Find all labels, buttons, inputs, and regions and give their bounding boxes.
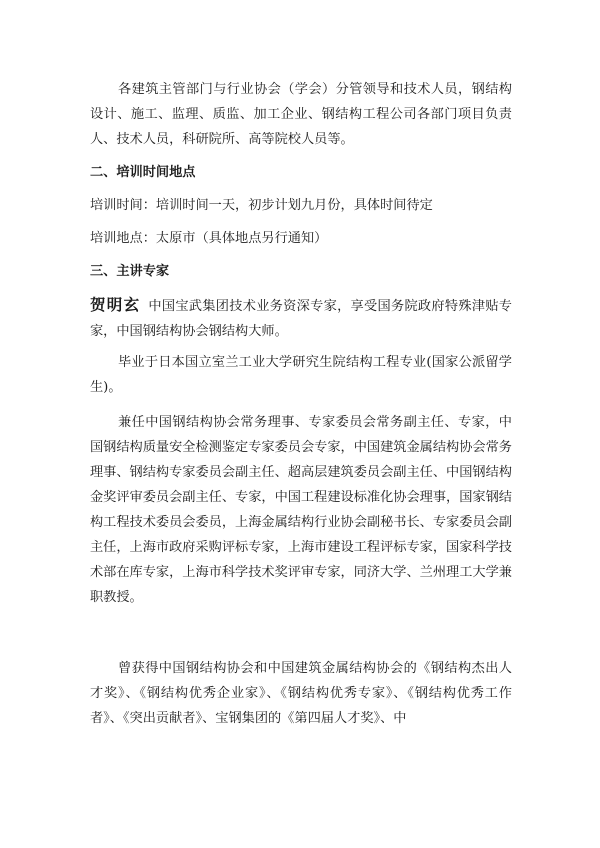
awards-paragraph: 曾获得中国钢结构协会和中国建筑金属结构协会的《钢结构杰出人才奖》、《钢结构优秀企业家》、《钢结构优秀专家》、《钢结构优秀工作者》、《突出贡献者》、宝钢集团的《第四届人才奖》、中 <box>90 661 512 726</box>
expert-name: 贺明玄 <box>90 295 141 314</box>
positions-paragraph: 兼任中国钢结构协会常务理事、专家委员会常务副主任、专家，中国钢结构质量安全检测鉴定专家委员会专家，中国建筑金属结构协会常务理事、钢结构专家委员会副主任、超高层建筑委员会副主任、中国钢结构金奖评审委员会副主任、专家，中国工程建设标准化协会理事，国家钢结构工程技术委员会委员，上海金属结构行业协会副秘书长、专家委员会副主任，上海市政府采购评标专家，上海市建设工程评标专家，国家科学技术部在库专家，上海市科学技术奖评审专家，同济大学、兰州理工大学兼职教授。 <box>90 415 512 605</box>
expert-intro-paragraph <box>90 292 512 344</box>
training-location-line: 培训地点：太原市（具体地点另行通知） <box>90 231 328 246</box>
expert-intro-text: 中国宝武集团技术业务资深专家，享受国务院政府特殊津贴专家，中国钢结构协会钢结构大师。 <box>90 299 512 339</box>
training-time-line: 培训时间：培训时间一天，初步计划九月份，具体时间待定 <box>90 198 433 213</box>
section-heading-experts: 三、主讲专家 <box>90 264 170 279</box>
education-paragraph: 毕业于日本国立室兰工业大学研究生院结构工程专业(国家公派留学生)。 <box>90 355 512 395</box>
section-heading-time-location: 二、培训时间地点 <box>90 165 196 180</box>
participants-paragraph: 各建筑主管部门与行业协会（学会）分管领导和技术人员，钢结构设计、施工、监理、质监、加工企业、钢结构工程公司各部门项目负责人、技术人员，科研院所、高等院校人员等。 <box>90 82 512 147</box>
